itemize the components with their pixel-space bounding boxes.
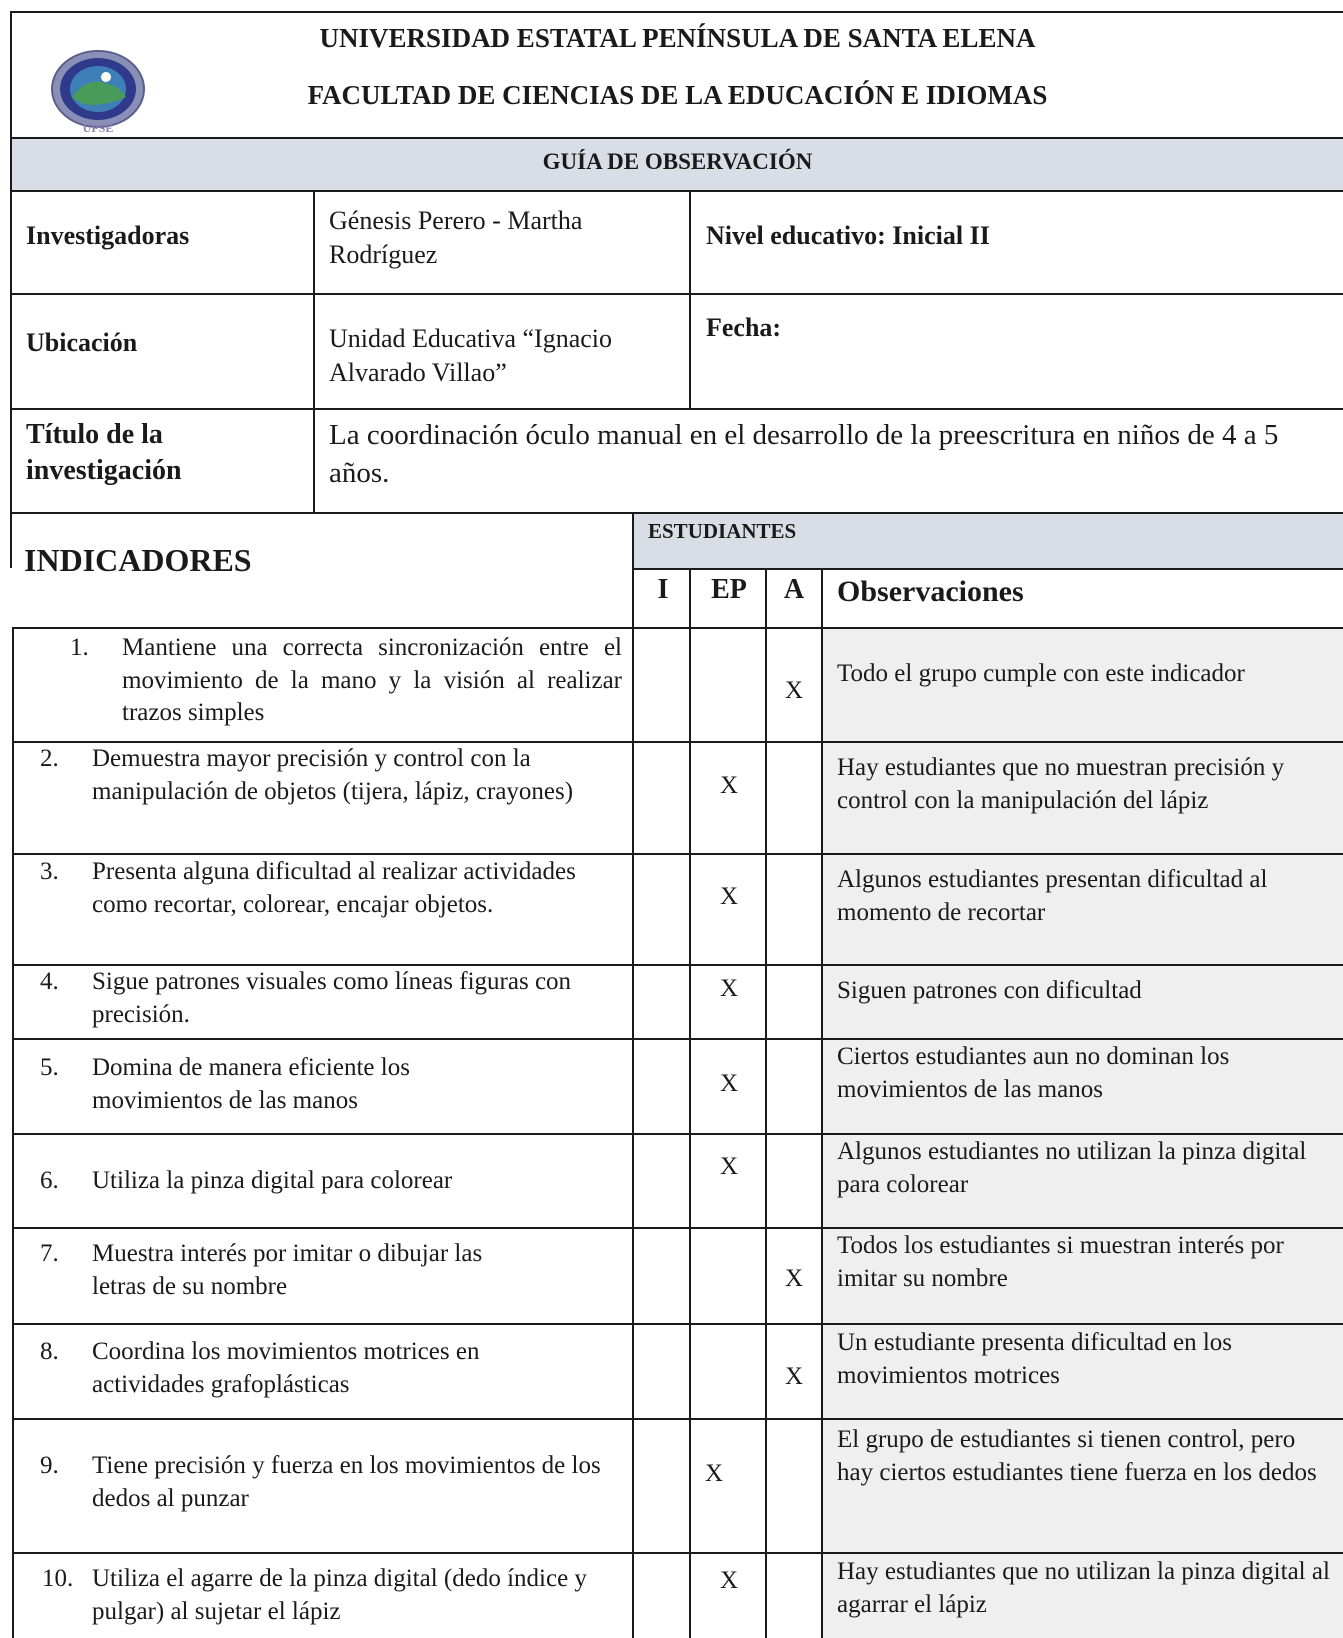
mark-a: X — [784, 1363, 804, 1390]
observation-text: Hay estudiantes que no utilizan la pinza digital al agarrar el lápiz — [837, 1558, 1330, 1618]
indicator-number: 4. — [40, 968, 59, 995]
border-top — [10, 11, 1343, 13]
guide-title: GUÍA DE OBSERVACIÓN — [542, 149, 813, 174]
vline-info-2 — [689, 191, 691, 410]
indicator-text: Domina de manera eficiente los movimientos de las manos — [92, 1054, 410, 1114]
hline-table-header-bottom — [12, 627, 1343, 629]
indicator-number: 5. — [40, 1054, 59, 1081]
observation-text: Ciertos estudiantes aun no dominan los movimientos de las manos — [837, 1043, 1230, 1103]
students-header: ESTUDIANTES — [648, 519, 797, 543]
col-header-i: I — [657, 574, 669, 605]
indicator-number: 10. — [42, 1565, 74, 1592]
researchers-value: Génesis Perero - Martha Rodríguez — [329, 206, 583, 269]
indicator-number: 7. — [40, 1240, 59, 1267]
date-label: Fecha: — [706, 313, 782, 342]
vline-info-1 — [313, 191, 315, 514]
observation-text: Hay estudiantes que no muestran precisión y control con la manipulación del lápiz — [837, 754, 1285, 814]
indicator-text: Utiliza el agarre de la pinza digital (dedo índice y pulgar) al sujetar el lápiz — [92, 1565, 587, 1625]
indicator-text: Mantiene una correcta sincronización entre el movimiento de la mano y la visión al realizar trazos simples — [122, 634, 622, 726]
hline-title-bottom — [10, 512, 1343, 514]
hline-students-header-bottom — [633, 568, 1343, 570]
vline-ep-left — [689, 569, 691, 1638]
row-divider — [12, 1227, 1343, 1229]
indicator-number: 9. — [40, 1452, 59, 1479]
vline-students-left — [632, 513, 634, 1638]
vline-obs-left — [821, 569, 823, 1638]
indicator-text: Muestra interés por imitar o dibujar las letras de su nombre — [92, 1240, 483, 1300]
mark-ep: X — [719, 1567, 739, 1594]
observation-text: Todo el grupo cumple con este indicador — [837, 660, 1245, 687]
border-left-header — [10, 11, 12, 514]
indicator-text: Demuestra mayor precisión y control con la manipulación de objetos (tijera, lápiz, crayones) — [92, 745, 574, 805]
observation-text: Siguen patrones con dificultad — [837, 977, 1142, 1004]
location-value: Unidad Educativa “Ignacio Alvarado Villao” — [329, 324, 612, 387]
col-header-observations: Observaciones — [837, 575, 1024, 608]
col-header-a: A — [783, 574, 805, 605]
mark-ep: X — [719, 975, 739, 1002]
indicator-number: 1. — [70, 634, 89, 661]
mark-ep: X — [719, 772, 739, 799]
row-divider — [12, 1323, 1343, 1325]
observation-text: Algunos estudiantes presentan dificultad al momento de recortar — [837, 866, 1268, 926]
indicator-text: Presenta alguna dificultad al realizar actividades como recortar, colorear, encajar objetos. — [92, 858, 576, 918]
education-level: Nivel educativo: Inicial II — [706, 221, 990, 250]
mark-ep: X — [719, 1153, 739, 1180]
vline-a-left — [765, 569, 767, 1638]
indicator-number: 2. — [40, 745, 59, 772]
observation-text: Un estudiante presenta dificultad en los movimientos motrices — [837, 1329, 1233, 1389]
mark-a: X — [784, 1265, 804, 1292]
indicator-text: Tiene precisión y fuerza en los movimientos de los dedos al punzar — [92, 1452, 601, 1512]
row-divider — [12, 1133, 1343, 1135]
indicators-header: INDICADORES — [24, 542, 252, 578]
row-divider — [12, 741, 1343, 743]
col-header-ep: EP — [711, 574, 747, 605]
observation-text: El grupo de estudiantes si tienen control, pero hay ciertos estudiantes tiene fuerza en los dedos — [837, 1426, 1317, 1486]
indicator-text: Coordina los movimientos motrices en actividades grafoplásticas — [92, 1338, 480, 1398]
researchers-label: Investigadoras — [26, 221, 190, 250]
research-title-label: Título de la investigación — [26, 419, 182, 487]
indicator-text: Utiliza la pinza digital para colorear — [92, 1167, 453, 1194]
mark-ep: X — [704, 1460, 724, 1487]
mark-ep: X — [719, 883, 739, 910]
observation-text: Algunos estudiantes no utilizan la pinza digital para colorear — [837, 1138, 1307, 1198]
border-left-stub — [10, 514, 12, 568]
hline-guide-bottom — [10, 190, 1343, 192]
indicator-number: 8. — [40, 1338, 59, 1365]
indicator-number: 3. — [40, 858, 59, 885]
observation-text: Todos los estudiantes si muestran interés por imitar su nombre — [837, 1232, 1284, 1292]
row-divider — [12, 1552, 1343, 1554]
row-divider — [12, 1418, 1343, 1420]
row-divider — [12, 964, 1343, 966]
faculty-name: FACULTAD DE CIENCIAS DE LA EDUCACIÓN E IDIOMAS — [307, 80, 1048, 110]
logo-label: UPSE — [82, 121, 114, 135]
mark-a: X — [784, 677, 804, 704]
indicator-number: 6. — [40, 1167, 59, 1194]
mark-ep: X — [719, 1070, 739, 1097]
university-name: UNIVERSIDAD ESTATAL PENÍNSULA DE SANTA ELENA — [319, 23, 1036, 53]
location-label: Ubicación — [26, 328, 138, 357]
hline-header-bottom — [10, 137, 1343, 139]
hline-researchers-bottom — [10, 293, 1343, 295]
hline-location-bottom — [10, 408, 1343, 410]
indicator-text: Sigue patrones visuales como líneas figuras con precisión. — [92, 968, 572, 1028]
research-title-value: La coordinación óculo manual en el desarrollo de la preescritura en niños de 4 a 5 años. — [329, 419, 1279, 489]
row-divider — [12, 853, 1343, 855]
row-divider — [12, 1038, 1343, 1040]
